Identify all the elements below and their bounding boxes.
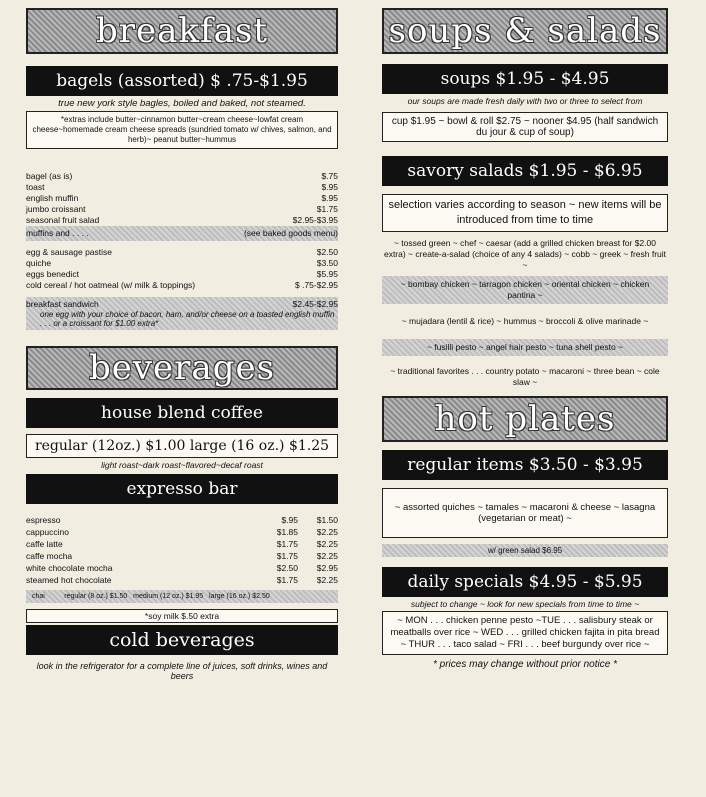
sandwich-note: one egg with your choice of bacon, ham, and/or cheese on a toasted english muffin . . . or a croissant for $1.00 extra* <box>40 310 335 328</box>
table-row: caffe latte $1.75 $2.25 <box>26 539 338 549</box>
table-row: caffe mocha $1.75 $2.25 <box>26 551 338 561</box>
breakfast-title: breakfast <box>96 11 268 51</box>
soups-subtitle: our soups are made fresh daily with two or three to select from <box>407 96 643 106</box>
table-row: cappuccino $1.85 $2.25 <box>26 527 338 537</box>
soy-note: *soy milk $.50 extra <box>26 609 338 623</box>
salads-box: selection varies according to season ~ new items will be introduced from time to time <box>382 194 668 232</box>
table-row: steamed hot chocolate $1.75 $2.25 <box>26 575 338 585</box>
expresso-bar-header: expresso bar <box>26 474 338 504</box>
salad-line: ~ fusilli pesto ~ angel hair pesto ~ tuna shell pesto ~ <box>382 339 668 356</box>
chai-row: chai regular (8 oz.) $1.50 medium (12 oz.) $1.95 large (16 oz.) $2.50 <box>26 590 338 603</box>
salad-line: ~ bombay chicken ~ tarragon chicken ~ oriental chicken ~ chicken pantina ~ <box>382 276 668 304</box>
house-blend-header: house blend coffee <box>26 398 338 428</box>
list-item: egg & sausage pastise $2.50 <box>26 247 338 257</box>
bagels-header: bagels (assorted) $ .75-$1.95 <box>26 66 338 96</box>
beverages-title: beverages <box>88 348 276 388</box>
soups-salads-title: soups & salads <box>388 11 662 51</box>
list-item: bagel (as is) $.75 <box>26 171 338 181</box>
breakfast-sandwich: breakfast sandwich $2.45-$2.95 one egg with your choice of bacon, ham, and/or cheese on a toasted english muffin . . . or a croissant for $1.00 extra* <box>26 299 338 328</box>
green-salad: w/ green salad $6.95 <box>382 544 668 557</box>
cold-beverages-note: look in the refrigerator for a complete line of juices, soft drinks, wines and beers <box>36 661 328 681</box>
cold-beverages-header: cold beverages <box>26 625 338 655</box>
table-row: espresso $.95 $1.50 <box>26 515 338 525</box>
breakfast-items <box>26 171 338 330</box>
list-item: cold cereal / hot oatmeal (w/ milk & toppings) $ .75-$2.95 <box>26 280 338 290</box>
left-column <box>26 8 338 683</box>
espresso-drinks <box>26 514 338 586</box>
list-item: quiche $3.50 <box>26 258 338 268</box>
hot-plates-title: hot plates <box>434 399 616 439</box>
salads-header: savory salads $1.95 - $6.95 <box>382 156 668 186</box>
soups-header: soups $1.95 - $4.95 <box>382 64 668 94</box>
list-item: english muffin $.95 <box>26 193 338 203</box>
breakfast-banner <box>26 8 338 54</box>
hot-plates-banner <box>382 396 668 442</box>
list-item: jumbo croissant $1.75 <box>26 204 338 214</box>
salad-line: ~ mujadara (lentil & rice) ~ hummus ~ broccoli & olive marinade ~ <box>401 316 649 326</box>
coffee-prices: regular (12oz.) $1.00 large (16 oz.) $1.25 <box>26 434 338 458</box>
list-item: seasonal fruit salad $2.95-$3.95 <box>26 215 338 225</box>
extras-box: *extras include butter~cinnamon butter~cream cheese~lowfat cream cheese~homemade cream cheese spreads (sundried tomato w/ chives, salmon, and herb)~ peanut butter~hummus <box>26 111 338 149</box>
right-column <box>382 8 668 672</box>
salad-line: ~ tossed green ~ chef ~ caesar (add a grilled chicken breast for $2.00 extra) ~ create-a-salad (choice of any 4 salads) ~ cobb ~ greek ~ fresh fruit ~ <box>383 238 667 270</box>
daily-specials-header: daily specials $4.95 - $5.95 <box>382 567 668 597</box>
daily-specials-box: ~ MON . . . chicken penne pesto ~TUE . . . salisbury steak or meatballs over rice ~ WED . . . grilled chicken fajita in pita bread ~ THUR . . . taco salad ~ FRI . . . beef burgundy over rice ~ <box>382 611 668 655</box>
regular-items-header: regular items $3.50 - $3.95 <box>382 450 668 480</box>
list-item: eggs benedict $5.95 <box>26 269 338 279</box>
table-row: white chocolate mocha $2.50 $2.95 <box>26 563 338 573</box>
soups-salads-banner <box>382 8 668 54</box>
salad-line: ~ traditional favorites . . . country potato ~ macaroni ~ three bean ~ cole slaw ~ <box>390 366 660 387</box>
specials-subtitle: subject to change ~ look for new specials from time to time ~ <box>410 599 640 609</box>
roasts: light roast~dark roast~flavored~decaf roast <box>101 460 263 470</box>
soups-box: cup $1.95 ~ bowl & roll $2.75 ~ nooner $4.95 (half sandwich du jour & cup of soup) <box>382 112 668 142</box>
price-disclaimer: * prices may change without prior notice * <box>433 659 617 670</box>
regular-items-box: ~ assorted quiches ~ tamales ~ macaroni & cheese ~ lasagna (vegetarian or meat) ~ <box>382 488 668 538</box>
beverages-banner <box>26 346 338 390</box>
list-item: muffins and . . . . (see baked goods menu) <box>26 226 338 241</box>
list-item: toast $.95 <box>26 182 338 192</box>
bagels-subtitle: true new york style bagles, boiled and baked, not steamed. <box>58 98 306 109</box>
